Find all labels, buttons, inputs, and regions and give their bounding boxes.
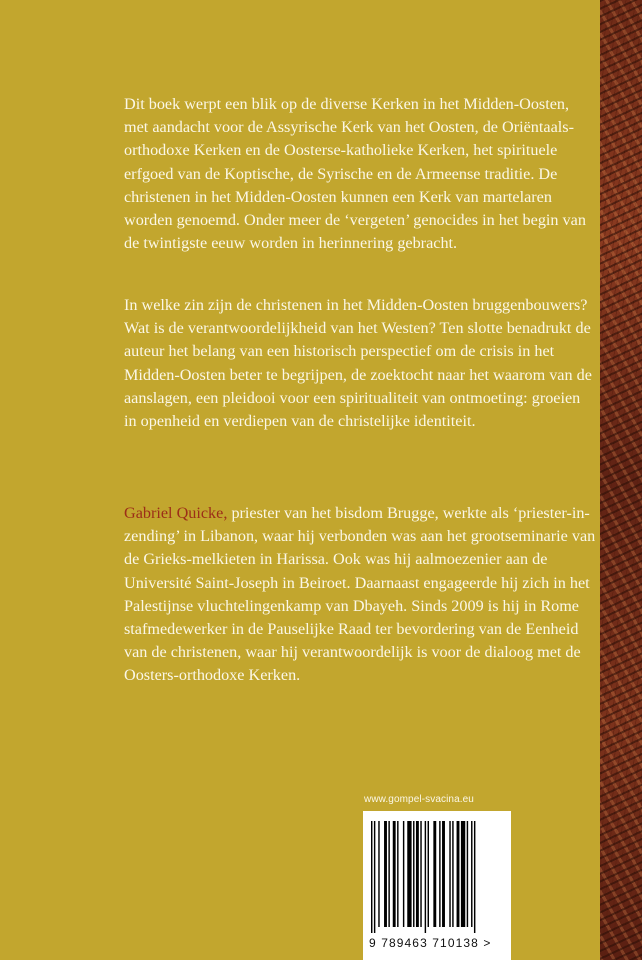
barcode-bar [449,821,450,927]
author-name: Gabriel Quicke, [124,504,228,522]
barcode-bar [374,821,375,933]
description-paragraph-1: Dit boek werpt een blik op de diverse Kerken in het Midden-Oosten, met aandacht voor de Assyrische Kerk van het Oosten, de Oriëntaals-orthodoxe Kerken en de Oosterse-katholieke Kerken, het spirituele erfgoed van de Koptische, de Syrische en de Armeense traditie. De christenen in het Midden-Oosten kunnen een Kerk van martelaren worden genoemd. Onder meer de ‘vergeten’ genocides in het begin van de twintigste eeuw worden in herinnering gebracht. [124,95,586,253]
author-bio: priester van het bisdom Brugge, werkte als ‘priester-in-zending’ in Libanon, waar hij verbonden was aan het grootseminarie van de Grieks-melkieten in Harissa. Ook was hij aalmoezenier aan de Université Saint-Joseph in Beiroet. Daarnaast engageerde hij zich in het Palestijnse vluchtelingenkamp van Dbayeh. Sinds 2009 is hij in Rome stafmedewerker in de Pauselijke Raad ter bevordering van de Eenheid van de christenen, waar hij verantwoordelijk is voor de dialoog met de Oosters-orthodoxe Kerken. [124,504,596,685]
barcode-bar [416,821,419,927]
barcode-bar [461,821,465,927]
barcode-bar [428,821,429,927]
barcode-bar [474,821,475,933]
isbn-number: 9 789463 710138 > [369,936,492,950]
barcode-bar [433,821,436,927]
barcode-bar [388,821,389,927]
barcode-bar [403,821,404,927]
barcode-bar [407,821,411,927]
barcode-bar [413,821,414,927]
barcode-bar [371,821,372,933]
barcode-bars [371,821,503,933]
barcode-bar [425,821,426,933]
barcode-bar [457,821,460,927]
barcode-bar [442,821,445,927]
author-paragraph [124,502,596,688]
spine-pattern [600,0,642,960]
isbn-barcode [363,811,511,960]
barcode-bar [384,821,387,927]
barcode-bar [397,821,398,927]
barcode-bar [420,821,421,927]
barcode-bar [393,821,396,927]
barcode-bar [452,821,453,927]
barcode-bar [471,821,472,927]
barcode-bar [378,821,379,927]
barcode-bar [439,821,440,927]
barcode-bar [467,821,468,927]
description-paragraph-2: In welke zin zijn de christenen in het Midden-Oosten bruggenbouwers? Wat is de verantwoordelijkheid van het Westen? Ten slotte benadrukt de auteur het belang van een historisch perspectief om de crisis in het Midden-Oosten beter te begrijpen, de zoektocht naar het waarom van de aanslagen, een pleidooi voor een spiritualiteit van ontmoeting: groeien in openheid en verdiepen van de christelijke identiteit. [124,296,592,431]
publisher-url: www.gompel-svacina.eu [364,794,474,805]
